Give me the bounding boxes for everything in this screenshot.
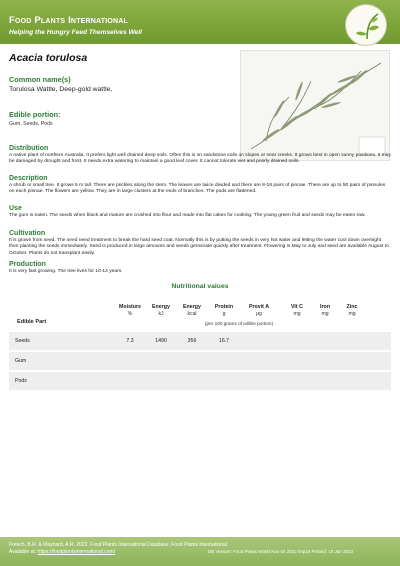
col-unit-energy-kj: kJ [158, 311, 164, 317]
row-part-name: Gum [15, 358, 27, 364]
edible-portion-value: Gum, Seeds, Pods [9, 121, 53, 127]
database-version: DB Version: Food Plants World Nov 04 2022 lmp16 Printed: 10 Jan 2023 [208, 549, 354, 554]
header-band [0, 0, 400, 44]
cell-energy-kj: 1490 [155, 338, 167, 344]
distribution-text: A native plant of northern Australia. It prefers light well drained deep soils. Often this is on sandstone soils on slopes or near creeks. It grows best in open sunny positions. It may be damaged by drought and frost. It needs extra watering to maintain a good leaf cover. It cannot tolerate wet and poorly drained soils. [9, 153, 391, 165]
col-header-moisture: Moisture [118, 304, 142, 310]
table-row [9, 352, 391, 370]
nutritional-values-title: Nutritional values [171, 283, 229, 290]
description-text: A shrub or small tree. It grows 5 m tall. There are prickles along the stem. The leaves are twice divided and there are 8-18 pairs of pinnae. There are up to 50 pairs of pinnules on each pinnae. The flowers are yellow. They are in large clusters at the ends of branches. The pods are flattened. [9, 183, 386, 195]
edible-part-header: Edible Part [17, 319, 47, 325]
availability-line [9, 549, 115, 555]
table-row [9, 372, 391, 390]
cultivation-heading: Cultivation [9, 230, 46, 237]
cell-moisture: 7.3 [126, 338, 134, 344]
col-header-provit-a: Provit A [248, 304, 270, 310]
herbarium-specimen-icon [241, 51, 391, 162]
table-row [9, 332, 391, 350]
col-unit-moisture: % [127, 311, 133, 317]
citation: French, B.R. & Maynard, A.R. 2022. Food Plants International Database. Food Plants International. [9, 542, 229, 548]
col-unit-provit-a: μg [256, 311, 262, 317]
website-link[interactable]: https://foodplantsinternational.com/ [37, 549, 116, 555]
food-plants-logo [345, 4, 387, 46]
col-header-energy-kj: Energy [152, 304, 170, 310]
cell-protein: 16.7 [218, 338, 230, 344]
common-names-label: Common name(s) [9, 75, 71, 84]
organization-name: Food Plants International [9, 15, 129, 26]
specimen-image [240, 50, 390, 161]
col-header-energy-kcal: Energy [183, 304, 201, 310]
col-header-vit-c: Vit C [291, 304, 303, 310]
col-unit-protein: g [222, 311, 226, 317]
col-header-iron: Iron [319, 304, 330, 310]
row-part-name: Pods [15, 378, 27, 384]
col-unit-energy-kcal: kcal [187, 311, 197, 317]
production-text: It is very fast growing. The tree lives for 10-12 years. [9, 269, 123, 274]
distribution-heading: Distribution [9, 145, 49, 152]
cultivation-text: It is grown from seed. The seed need treatment to break the hard seed coat. Normally this is by putting the seeds in very hot water and letting the water cool down overnight then planting the seeds immediately. Seed is produced in large amounts and seeds germinate quickly after treatment. Flowering is May to July and seed are available August to October. Plants do not transplant easily. [9, 238, 389, 256]
tagline: Helping the Hungry Feed Themselves Well [9, 29, 142, 36]
footer-band [0, 537, 400, 566]
leaf-icon [346, 5, 388, 47]
edible-portion-label: Edible portion: [9, 110, 61, 119]
plant-title: Acacia torulosa [9, 52, 88, 64]
col-unit-vit-c: mg [293, 311, 301, 317]
available-label: Available at: [9, 549, 37, 555]
production-heading: Production [9, 261, 46, 268]
col-unit-zinc: mg [348, 311, 356, 317]
per-100g-note: (per 100 grams of edible portion) [205, 321, 274, 326]
col-header-protein: Protein [214, 304, 234, 310]
use-text: The gum is eaten. The seeds when black and mature are crushed into flour and made into flat cakes for cooking. The young green fruit and seeds may be eaten raw. [9, 213, 366, 218]
col-unit-iron: mg [321, 311, 329, 317]
use-heading: Use [9, 205, 22, 212]
row-part-name: Seeds [15, 338, 30, 344]
cell-energy-kcal: 356 [187, 338, 197, 344]
description-heading: Description [9, 175, 48, 182]
common-names-value: Torulosa Wattle, Deep-gold wattle, [9, 86, 113, 93]
col-header-zinc: Zinc [346, 304, 358, 310]
